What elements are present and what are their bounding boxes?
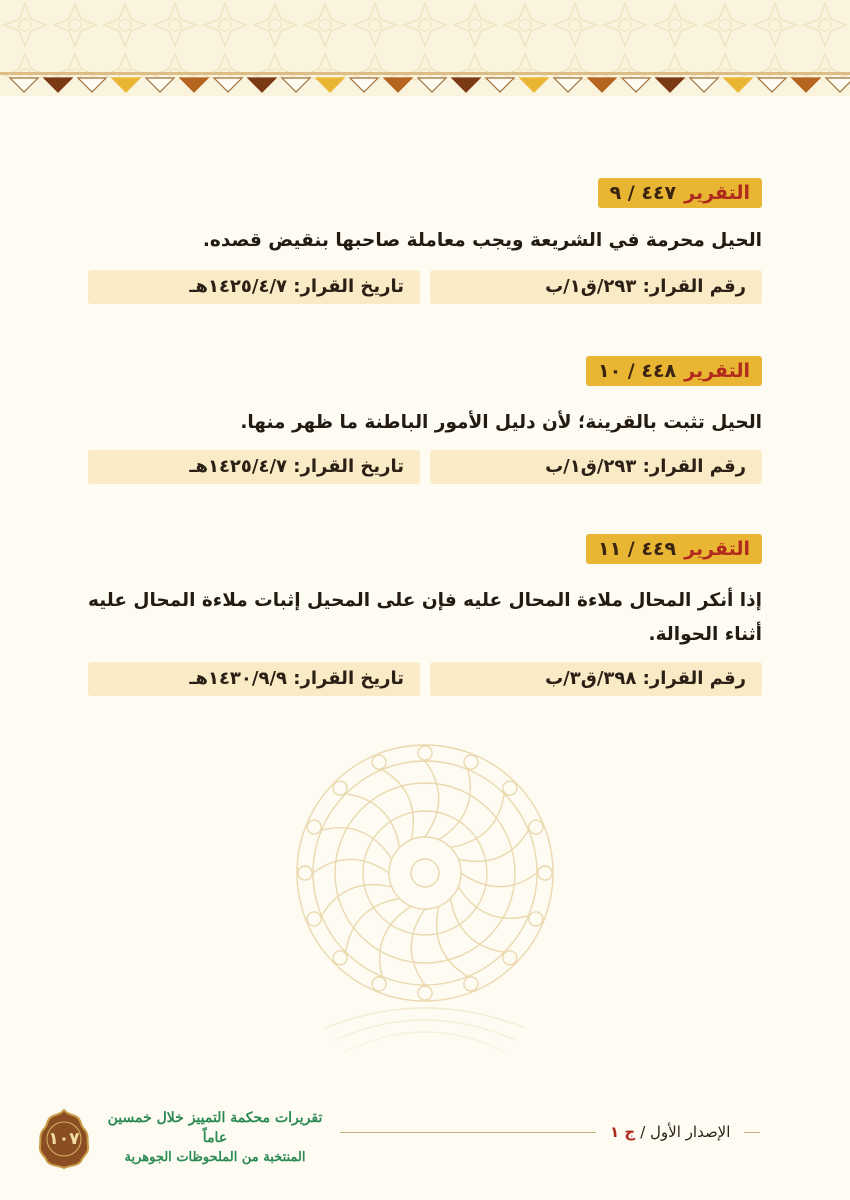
rosette-stroke xyxy=(437,906,468,976)
header-triangle xyxy=(452,78,480,92)
rosette-stroke xyxy=(372,977,386,991)
rule-text: الحيل تثبت بالقرينة؛ لأن دليل الأمور الباطنة ما ظهر منها. xyxy=(240,412,762,433)
rosette-stroke xyxy=(425,761,439,837)
page-number: ١٠٧ xyxy=(48,1129,80,1149)
rule-title-label: التقرير xyxy=(684,360,750,382)
header-triangle xyxy=(146,78,174,92)
rosette-stroke xyxy=(464,755,478,769)
rosette-stroke xyxy=(389,837,461,909)
rosette-stroke xyxy=(380,906,412,976)
rosette-stroke xyxy=(333,951,347,965)
rule-title-number: ٤٤٩ / ١١ xyxy=(597,538,677,560)
header-triangle xyxy=(350,78,378,92)
rosette-stroke xyxy=(538,866,552,880)
header-triangle xyxy=(622,78,650,92)
book-title-line1: تقريرات محكمة التمييز خلال خمسين عاماً xyxy=(107,1110,323,1146)
rosette-stroke xyxy=(382,770,413,840)
rule-title-label: التقرير xyxy=(684,182,750,204)
rule-text: الحيل محرمة في الشريعة ويجب معاملة صاحبها بنقيض قصده. xyxy=(202,230,762,251)
rule-title-number: ٤٤٧ / ٩ xyxy=(609,182,677,204)
header-pattern xyxy=(0,0,850,96)
rosette-ornament-icon xyxy=(285,738,565,1078)
rosette-stroke xyxy=(313,859,389,873)
decision-date: تاريخ القرار: ١٤٢٥/٤/٧هـ xyxy=(88,450,420,484)
header-triangle xyxy=(724,78,752,92)
volume-label: ج ١ xyxy=(610,1123,636,1141)
header-triangle xyxy=(78,78,106,92)
rule-title-badge xyxy=(598,178,762,208)
header-triangle xyxy=(214,78,242,92)
header-triangle xyxy=(554,78,582,92)
header-triangle xyxy=(826,78,850,92)
header-triangle xyxy=(316,78,344,92)
decision-date: تاريخ القرار: ١٤٢٥/٤/٧هـ xyxy=(88,270,420,304)
header-triangle xyxy=(520,78,548,92)
rosette-stroke xyxy=(529,912,543,926)
header-triangle xyxy=(248,78,276,92)
rosette-stroke xyxy=(458,830,528,861)
header-triangle xyxy=(486,78,514,92)
rule-item xyxy=(88,356,762,486)
rosette-stroke xyxy=(503,781,517,795)
decision-date: تاريخ القرار: ١٤٣٠/٩/٩هـ xyxy=(88,662,420,696)
rosette-stroke xyxy=(411,859,439,887)
rosette-stroke xyxy=(418,986,432,1000)
rosette-stroke xyxy=(298,866,312,880)
rule-item xyxy=(88,178,762,308)
rosette-stroke xyxy=(307,820,321,834)
rosette-stroke xyxy=(372,755,386,769)
rosette-stroke xyxy=(363,811,487,935)
rosette-stroke xyxy=(458,887,528,919)
header-triangle xyxy=(282,78,310,92)
rosette-stroke xyxy=(464,977,478,991)
header-ornament-band xyxy=(0,0,850,96)
header-triangle xyxy=(10,78,38,92)
footer-book-title xyxy=(100,1108,330,1168)
rosette-stroke xyxy=(322,828,392,860)
rule-title-label: التقرير xyxy=(684,538,750,560)
rosette-stroke xyxy=(307,912,321,926)
rosette-stroke xyxy=(461,873,537,887)
rosette-stroke xyxy=(322,885,392,916)
rosette-stroke xyxy=(333,781,347,795)
rule-title-number: ٤٤٨ / ١٠ xyxy=(597,360,677,382)
rosette-stroke xyxy=(439,770,471,840)
footer-edition xyxy=(596,1117,744,1147)
header-triangle xyxy=(690,78,718,92)
header-triangle xyxy=(588,78,616,92)
edition-label: الإصدار الأول / xyxy=(640,1123,731,1141)
header-triangle xyxy=(384,78,412,92)
header-triangle xyxy=(112,78,140,92)
rosette-stroke xyxy=(503,951,517,965)
rosette-stroke xyxy=(411,909,425,985)
rosette-stroke xyxy=(529,820,543,834)
rule-title-badge xyxy=(586,534,762,564)
decision-number: رقم القرار: ٣٩٨/ق٣/ب xyxy=(430,662,762,696)
rule-title-badge xyxy=(586,356,762,386)
rosette-stroke xyxy=(418,746,432,760)
header-triangle xyxy=(758,78,786,92)
decision-number: رقم القرار: ٢٩٣/ق١/ب xyxy=(430,450,762,484)
book-title-line2: المنتخبة من الملحوظات الجوهرية xyxy=(124,1150,306,1165)
header-triangle xyxy=(180,78,208,92)
rosette-stroke xyxy=(335,783,515,963)
rule-text: إذا أنكر المحال ملاءة المحال عليه فإن على المحيل إثبات ملاءة المحال عليه أثناء الحوالة. xyxy=(88,590,762,645)
decision-number: رقم القرار: ٢٩٣/ق١/ب xyxy=(430,270,762,304)
header-triangle xyxy=(44,78,72,92)
header-triangle xyxy=(656,78,684,92)
header-triangle xyxy=(792,78,820,92)
rule-item xyxy=(88,534,762,704)
header-triangle xyxy=(418,78,446,92)
